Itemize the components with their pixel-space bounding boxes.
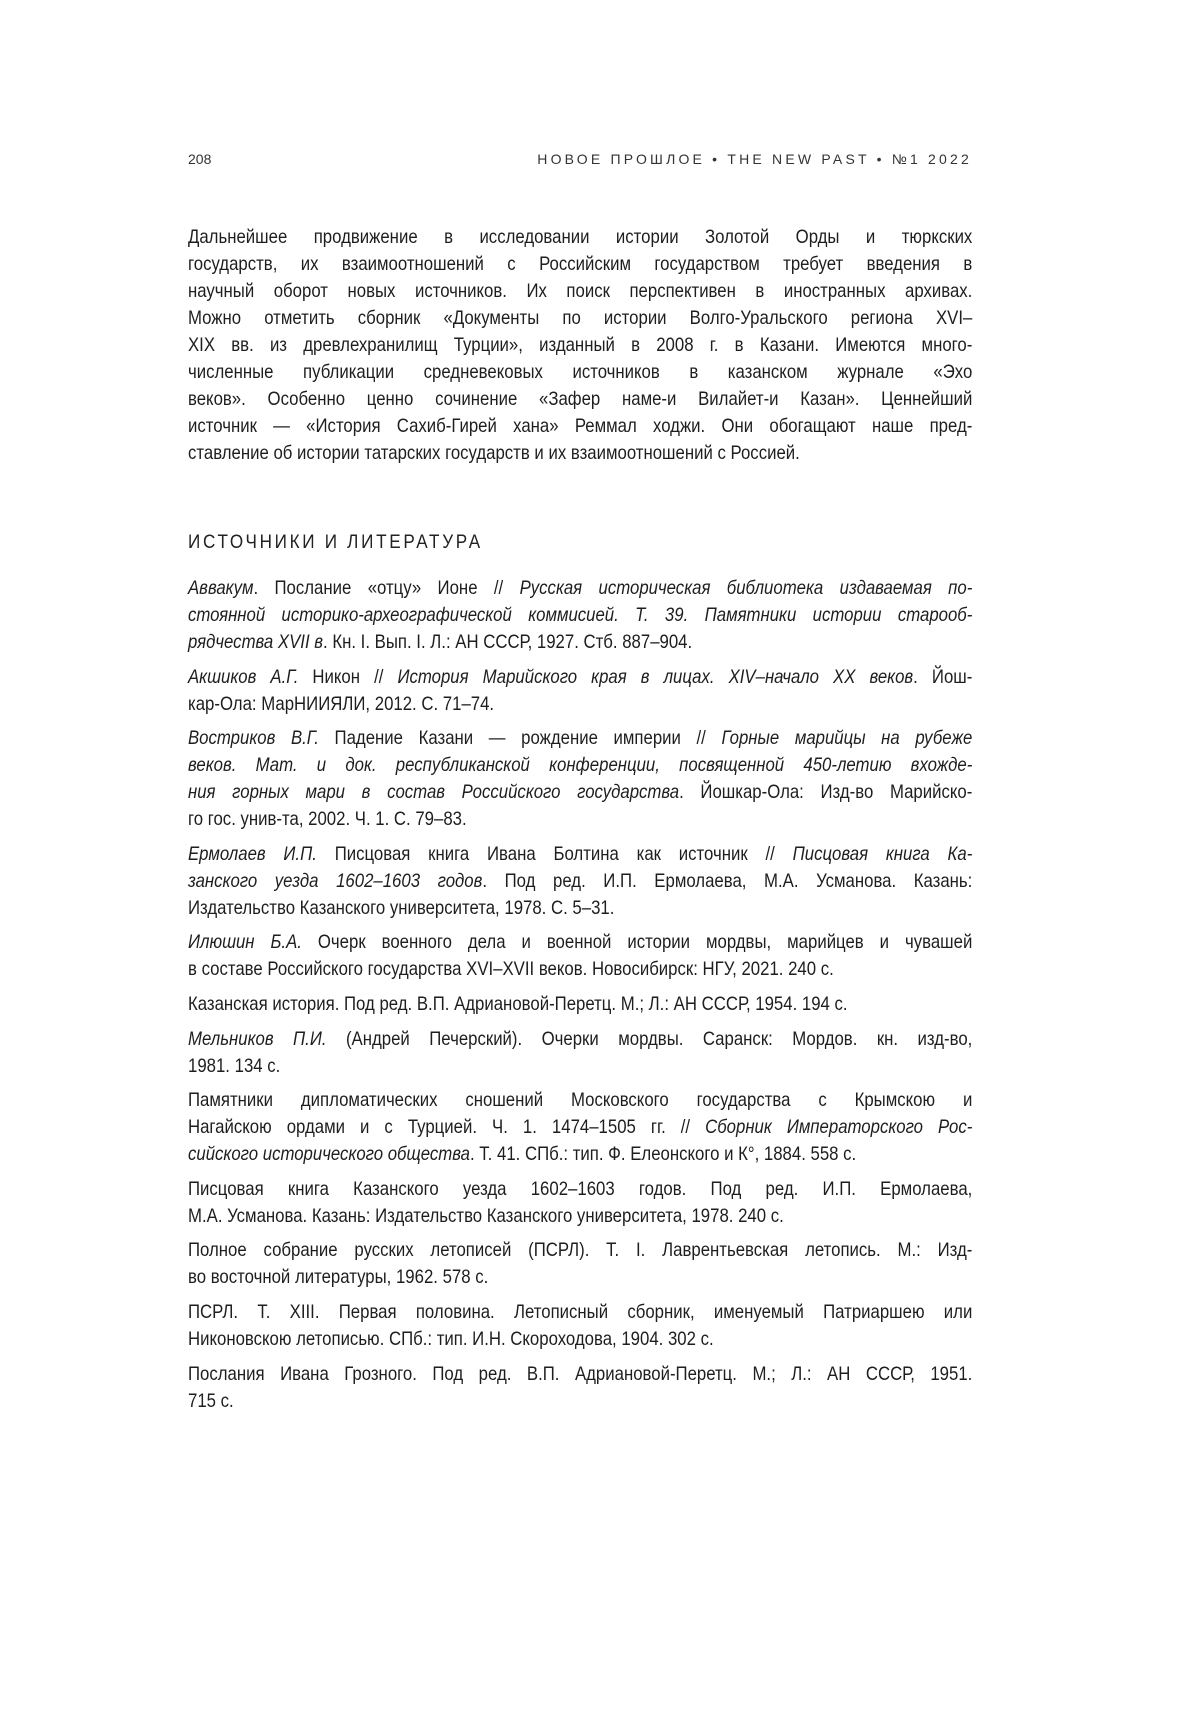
body-line: ставление об истории татарских государств и их взаимоотношений с Россией. — [188, 440, 972, 467]
reference-italic-text: Илюшин Б.А. — [188, 931, 302, 953]
reference-text: 715 с. — [188, 1390, 234, 1412]
reference-text: Писцовая книга Казанского уезда 1602–1603 годов. Под ред. И.П. Ермолаева, — [188, 1178, 972, 1200]
reference-italic-text: Сборник Императорского Рос- — [705, 1116, 972, 1138]
reference-italic-text: Аввакум — [188, 577, 253, 599]
reference-entry — [188, 841, 972, 922]
reference-line — [188, 1053, 972, 1080]
reference-text: . Послание «отцу» Ионе // — [253, 577, 519, 599]
reference-text: (Андрей Печерский). Очерки мордвы. Саранск: Мордов. кн. изд-во, — [327, 1028, 973, 1050]
reference-italic-text: Русская историческая библиотека издаваемая по- — [520, 577, 973, 599]
reference-line — [188, 1203, 972, 1230]
reference-line — [188, 1026, 972, 1053]
body-line: государств, их взаимоотношений с Российским государством требует введения в — [188, 251, 972, 278]
reference-text: . Т. 41. СПб.: тип. Ф. Елеонского и К°, 1884. 558 с. — [470, 1143, 856, 1165]
reference-text: . Йош- — [913, 666, 972, 688]
reference-entry — [188, 1176, 972, 1230]
reference-entry — [188, 1361, 972, 1415]
references-heading: ИСТОЧНИКИ И ЛИТЕРАТУРА — [188, 532, 483, 554]
reference-line — [188, 575, 972, 602]
reference-italic-text: Писцовая книга Ка- — [793, 843, 973, 865]
reference-text: Памятники дипломатических сношений Московского государства с Крымскою и — [188, 1089, 972, 1111]
reference-line — [188, 868, 972, 895]
reference-text: 1981. 134 с. — [188, 1055, 280, 1077]
body-line: Можно отметить сборник «Документы по истории Волго-Уральского региона XVI– — [188, 305, 972, 332]
reference-italic-text: Ермолаев И.П. — [188, 843, 317, 865]
reference-text: Писцовая книга Ивана Болтина как источник // — [317, 843, 793, 865]
reference-line — [188, 1361, 972, 1388]
reference-text: Нагайскою ордами и с Турцией. Ч. 1. 1474–1505 гг. // — [188, 1116, 705, 1138]
reference-text: кар-Ола: МарНИИЯЛИ, 2012. С. 71–74. — [188, 693, 494, 715]
reference-text: Полное собрание русских летописей (ПСРЛ). Т. I. Лаврентьевская летопись. М.: Изд- — [188, 1239, 972, 1261]
reference-line — [188, 602, 972, 629]
reference-text: Казанская история. Под ред. В.П. Адриановой-Перетц. М.; Л.: АН СССР, 1954. 194 с. — [188, 993, 848, 1015]
reference-text: Послания Ивана Грозного. Под ред. В.П. Адриановой-Перетц. М.; Л.: АН СССР, 1951. — [188, 1363, 972, 1385]
reference-italic-text: ния горных мари в состав Российского государства — [188, 781, 679, 803]
references-list — [188, 575, 972, 1422]
body-line: численные публикации средневековых источников в казанском журнале «Эхо — [188, 359, 972, 386]
reference-line — [188, 929, 972, 956]
reference-entry — [188, 575, 972, 656]
reference-text: ПСРЛ. Т. XIII. Первая половина. Летописный сборник, именуемый Патриаршею или — [188, 1301, 972, 1323]
reference-line — [188, 779, 972, 806]
body-paragraph — [188, 224, 972, 467]
reference-text: в составе Российского государства XVI–XVII веков. Новосибирск: НГУ, 2021. 240 с. — [188, 958, 834, 980]
reference-text: Никоновскою летописью. СПб.: тип. И.Н. Скороходова, 1904. 302 с. — [188, 1328, 714, 1350]
reference-line — [188, 1237, 972, 1264]
reference-line — [188, 1326, 972, 1353]
reference-italic-text: История Марийского края в лицах. XIV–начало XX веков — [397, 666, 913, 688]
reference-italic-text: Мельников П.И. — [188, 1028, 327, 1050]
reference-line — [188, 806, 972, 833]
reference-line — [188, 1388, 972, 1415]
body-line: веков». Особенно ценно сочинение «Зафер наме-и Вилайет-и Казан». Ценнейший — [188, 386, 972, 413]
reference-text: во восточной литературы, 1962. 578 с. — [188, 1266, 488, 1288]
reference-italic-text: Акшиков А.Г. — [188, 666, 298, 688]
reference-entry — [188, 664, 972, 718]
reference-italic-text: сийского исторического общества — [188, 1143, 470, 1165]
reference-entry — [188, 1087, 972, 1168]
reference-line — [188, 1264, 972, 1291]
reference-text: Никон // — [298, 666, 397, 688]
reference-italic-text: Горные марийцы на рубеже — [721, 727, 972, 749]
reference-line — [188, 841, 972, 868]
reference-text: Очерк военного дела и военной истории мордвы, марийцев и чувашей — [302, 931, 972, 953]
reference-text: Падение Казани — рождение империи // — [319, 727, 722, 749]
reference-text: Издательство Казанского университета, 1978. С. 5–31. — [188, 897, 614, 919]
reference-italic-text: занского уезда 1602–1603 годов — [188, 870, 482, 892]
reference-line — [188, 691, 972, 718]
reference-text: го гос. унив-та, 2002. Ч. 1. С. 79–83. — [188, 808, 467, 830]
reference-italic-text: рядчества XVII в — [188, 631, 323, 653]
reference-line — [188, 664, 972, 691]
reference-entry — [188, 1299, 972, 1353]
reference-text: . Кн. I. Вып. I. Л.: АН СССР, 1927. Стб. 887–904. — [323, 631, 692, 653]
reference-entry — [188, 929, 972, 983]
reference-line — [188, 1087, 972, 1114]
reference-entry — [188, 1237, 972, 1291]
body-line: XIX вв. из древлехранилищ Турции», изданный в 2008 г. в Казани. Имеются много- — [188, 332, 972, 359]
reference-line — [188, 1114, 972, 1141]
reference-italic-text: Востриков В.Г. — [188, 727, 319, 749]
reference-entry — [188, 1026, 972, 1080]
reference-italic-text: веков. Мат. и док. республиканской конференции, посвященной 450-летию вхожде- — [188, 754, 972, 776]
reference-line — [188, 1176, 972, 1203]
page-number: 208 — [188, 151, 211, 167]
reference-line — [188, 1299, 972, 1326]
reference-line — [188, 956, 972, 983]
reference-line — [188, 752, 972, 779]
reference-line — [188, 725, 972, 752]
reference-line — [188, 991, 972, 1018]
reference-line — [188, 629, 972, 656]
reference-entry — [188, 991, 972, 1018]
body-line: Дальнейшее продвижение в исследовании истории Золотой Орды и тюркских — [188, 224, 972, 251]
reference-line — [188, 1141, 972, 1168]
reference-line — [188, 895, 972, 922]
reference-text: М.А. Усманова. Казань: Издательство Казанского университета, 1978. 240 с. — [188, 1205, 784, 1227]
reference-italic-text: стоянной историко-археографической коммисией. Т. 39. Памятники истории старооб- — [188, 604, 972, 626]
running-title: НОВОЕ ПРОШЛОЕ • THE NEW PAST • №1 2022 — [537, 151, 972, 167]
body-line: научный оборот новых источников. Их поиск перспективен в иностранных архивах. — [188, 278, 972, 305]
reference-entry — [188, 725, 972, 833]
body-line: источник — «История Сахиб-Гирей хана» Реммал ходжи. Они обогащают наше пред- — [188, 413, 972, 440]
reference-text: . Под ред. И.П. Ермолаева, М.А. Усманова. Казань: — [482, 870, 972, 892]
reference-text: . Йошкар-Ола: Изд-во Марийско- — [679, 781, 972, 803]
